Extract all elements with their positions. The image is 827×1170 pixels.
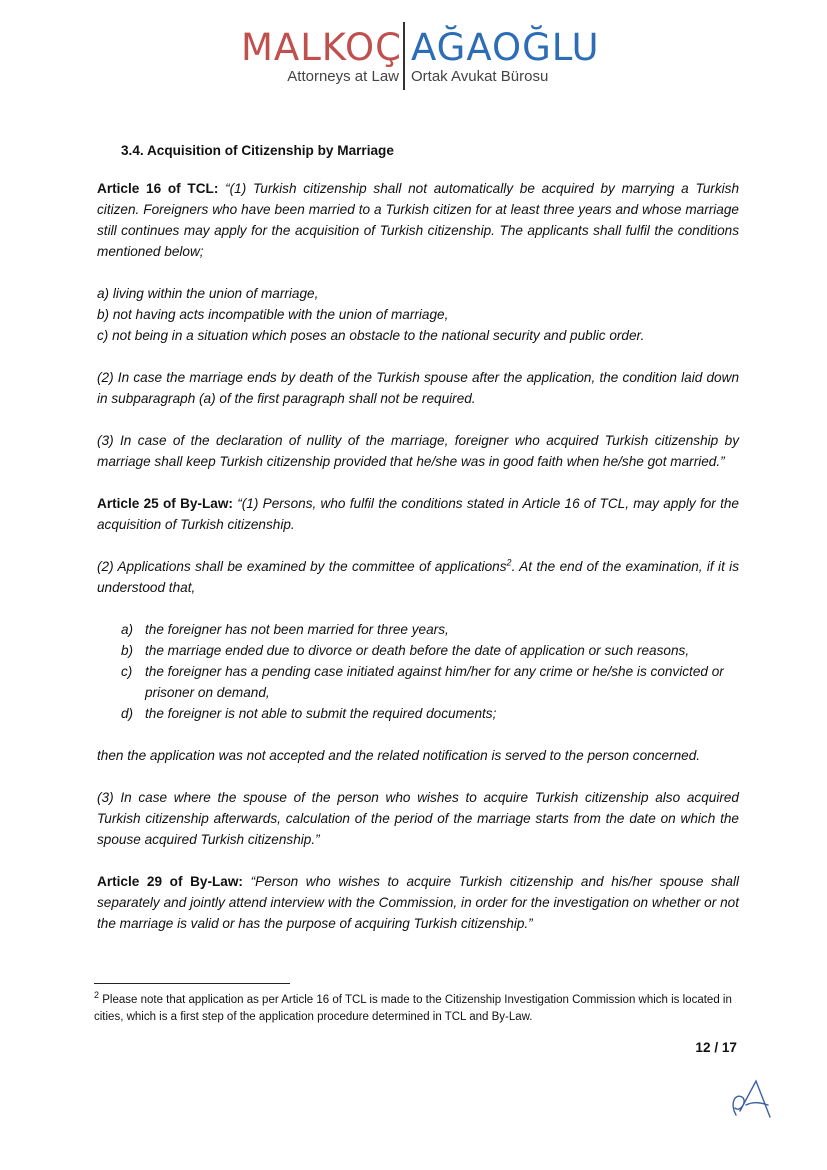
tagline-right: Ortak Avukat Bürosu: [411, 68, 549, 85]
article-25-paragraph-3: (3) In case where the spouse of the person who wishes to acquire Turkish citizenship also acquired Turkish citizenship afterwards, calculation of the period of the marriage starts from the date on which the spouse acquired Turkish citizenship.”: [97, 790, 739, 847]
list-item: [97, 703, 739, 724]
list-item: [97, 619, 739, 640]
list-text: the marriage ended due to divorce or death before the date of application or such reasons,: [145, 643, 690, 658]
article-25-paragraph-1: [97, 493, 739, 535]
article-16-paragraph-3: (3) In case of the declaration of nullity of the marriage, foreigner who acquired Turkish citizenship by marriage shall keep Turkish citizenship provided that he/she was in good faith when he/she got married.”: [97, 433, 739, 469]
condition-item: a) living within the union of marriage,: [97, 286, 319, 301]
article-25-paragraph-2: [97, 556, 739, 598]
list-text: the foreigner has a pending case initiated against him/her for any crime or he/she is convicted or prisoner on demand,: [145, 664, 724, 700]
letterhead: [0, 22, 827, 92]
article-25-after-list: then the application was not accepted and the related notification is served to the person concerned.: [97, 748, 701, 763]
document-body: [97, 140, 739, 955]
list-item: [97, 661, 739, 703]
condition-item: b) not having acts incompatible with the union of marriage,: [97, 307, 449, 322]
list-text: the foreigner is not able to submit the required documents;: [145, 706, 497, 721]
article-16-text: “(1) Turkish citizenship shall not automatically be acquired by marrying a Turkish citizen. Foreigners who have been married to a Turkish citizen for at least three years and whose marriage still continues may apply for the acquisition of Turkish citizenship. The applicants shall fulfil the conditions mentioned below;: [97, 181, 739, 259]
list-letter: d): [121, 706, 134, 721]
article-16-intro: [97, 178, 739, 262]
list-text: the foreigner has not been married for three years,: [145, 622, 449, 637]
condition-item: c) not being in a situation which poses an obstacle to the national security and public order.: [97, 328, 645, 343]
article-25-list: [97, 619, 739, 724]
article-25-text: “(1) Persons, who fulfil the conditions stated in Article 16 of TCL, may apply for the acquisition of Turkish citizenship.: [97, 496, 739, 532]
article-16-conditions: [97, 283, 739, 346]
tagline-left: Attorneys at Law: [287, 68, 399, 85]
signature-initials-icon: [726, 1075, 774, 1123]
article-16-paragraph-2: (2) In case the marriage ends by death of the Turkish spouse after the application, the condition laid down in subparagraph (a) of the first paragraph shall not be required.: [97, 370, 739, 406]
footnote-separator: [94, 983, 290, 984]
list-letter: c): [121, 664, 133, 679]
article-29-text: “Person who wishes to acquire Turkish citizenship and his/her spouse shall separately and jointly attend interview with the Commission, in order for the investigation on whether or not the marriage is valid or has the purpose of acquiring Turkish citizenship.”: [97, 874, 740, 931]
page-number: 12 / 17: [695, 1040, 737, 1055]
article-29-paragraph: [97, 871, 739, 934]
list-item: [97, 640, 739, 661]
footnote-mark: 2: [94, 990, 100, 1001]
article-16-label: Article 16 of TCL:: [97, 181, 219, 196]
footnote-text: Please note that application as per Article 16 of TCL is made to the Citizenship Investigation Commission which is located in cities, which is a first step of the application procedure determined in TCL and By-Law.: [94, 994, 732, 1023]
brand-name-left: MALKOÇ: [240, 26, 402, 69]
list-letter: a): [121, 622, 134, 637]
footnote-reference: 2: [506, 557, 512, 568]
list-letter: b): [121, 643, 134, 658]
footnote: [94, 992, 739, 1026]
article-25-label: Article 25 of By-Law:: [97, 496, 233, 511]
brand-name-right: AĞAOĞLU: [411, 26, 600, 69]
section-heading: 3.4. Acquisition of Citizenship by Marriage: [121, 143, 394, 158]
brand-divider: [403, 22, 405, 90]
article-29-label: Article 29 of By-Law:: [97, 874, 243, 889]
article-25-p2-text: (2) Applications shall be examined by the committee of applications: [97, 559, 507, 574]
article-25-p2-continuation: . At the end of the examination, if it is understood that,: [97, 559, 739, 595]
